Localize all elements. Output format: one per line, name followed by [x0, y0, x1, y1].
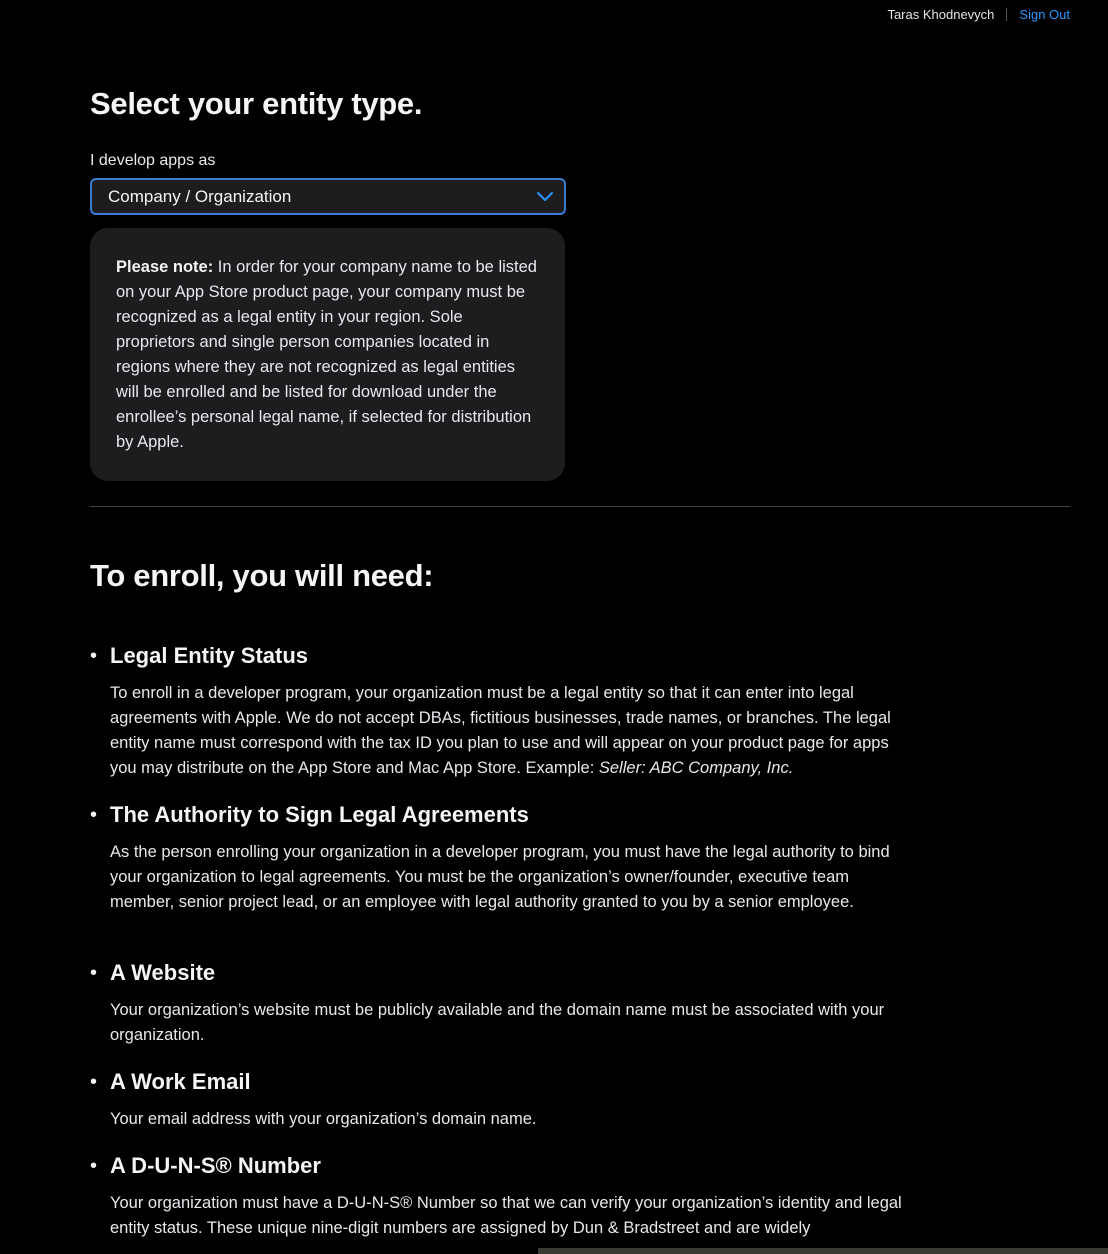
bullet: •	[90, 1155, 98, 1177]
requirement-authority	[90, 802, 910, 915]
entity-type-selected-value: Company / Organization	[108, 187, 292, 206]
sign-out-link[interactable]: Sign Out	[1019, 7, 1070, 22]
bullet: •	[90, 804, 98, 826]
requirement-duns	[90, 1153, 910, 1241]
requirement-legal-entity	[90, 643, 910, 781]
develop-as-label: I develop apps as	[90, 152, 216, 169]
entity-type-select[interactable]	[90, 178, 566, 215]
requirement-heading: Legal Entity Status	[110, 643, 309, 668]
requirement-body: Your organization must have a D-U-N-S® Number so that we can verify your organization’s identity and legal entity status. These unique nine-digit numbers are assigned by Dun & Bradstreet and are widely	[110, 1194, 902, 1237]
account-bar	[887, 7, 1070, 22]
bottom-overlay-strip	[538, 1248, 1108, 1254]
requirement-body: As the person enrolling your organization in a developer program, you must have the legal authority to bind your organization to legal agreements. You must be the organization’s owner/founder, executive team member, senior project lead, or an employee with legal authority granted to you by a senior employee.	[110, 843, 890, 911]
bullet: •	[90, 962, 98, 984]
requirement-heading: The Authority to Sign Legal Agreements	[110, 802, 529, 827]
requirement-heading: A Website	[110, 960, 216, 985]
bullet: •	[90, 645, 98, 667]
user-name: Taras Khodnevych	[887, 7, 995, 22]
bullet: •	[90, 1071, 98, 1093]
enroll-title: To enroll, you will need:	[90, 558, 434, 593]
please-note-card	[90, 228, 565, 481]
account-divider	[1006, 8, 1007, 21]
requirement-website	[90, 960, 910, 1048]
example-text: Seller: ABC Company, Inc.	[598, 759, 794, 777]
note-text: In order for your company name to be listed on your App Store product page, your company must be recognized as a legal entity in your region. Sole proprietors and single person companies located in regions where they are not recognized as legal entities will be enrolled and be listed for download under the enrollee’s personal legal name, if selected for distribution by Apple.	[116, 258, 537, 451]
note-label: Please note:	[116, 258, 214, 276]
requirement-body: Your email address with your organization’s domain name.	[110, 1110, 537, 1128]
requirement-body: Your organization’s website must be publicly available and the domain name must be associated with your organization.	[110, 1001, 885, 1044]
requirement-body: To enroll in a developer program, your organization must be a legal entity so that it can enter into legal agreements with Apple. We do not accept DBAs, fictitious businesses, trade names, or branches. The legal entity name must correspond with the tax ID you plan to use and will appear on your product page for apps you may distribute on the App Store and Mac App Store. Example: Seller: ABC Company, Inc.	[110, 684, 891, 777]
chevron-down-icon	[536, 189, 554, 203]
entity-type-title: Select your entity type.	[90, 86, 423, 121]
section-divider	[90, 506, 1070, 507]
requirement-heading: A Work Email	[110, 1069, 251, 1094]
requirement-work-email	[90, 1069, 910, 1132]
requirement-heading: A D-U-N-S® Number	[110, 1153, 321, 1178]
